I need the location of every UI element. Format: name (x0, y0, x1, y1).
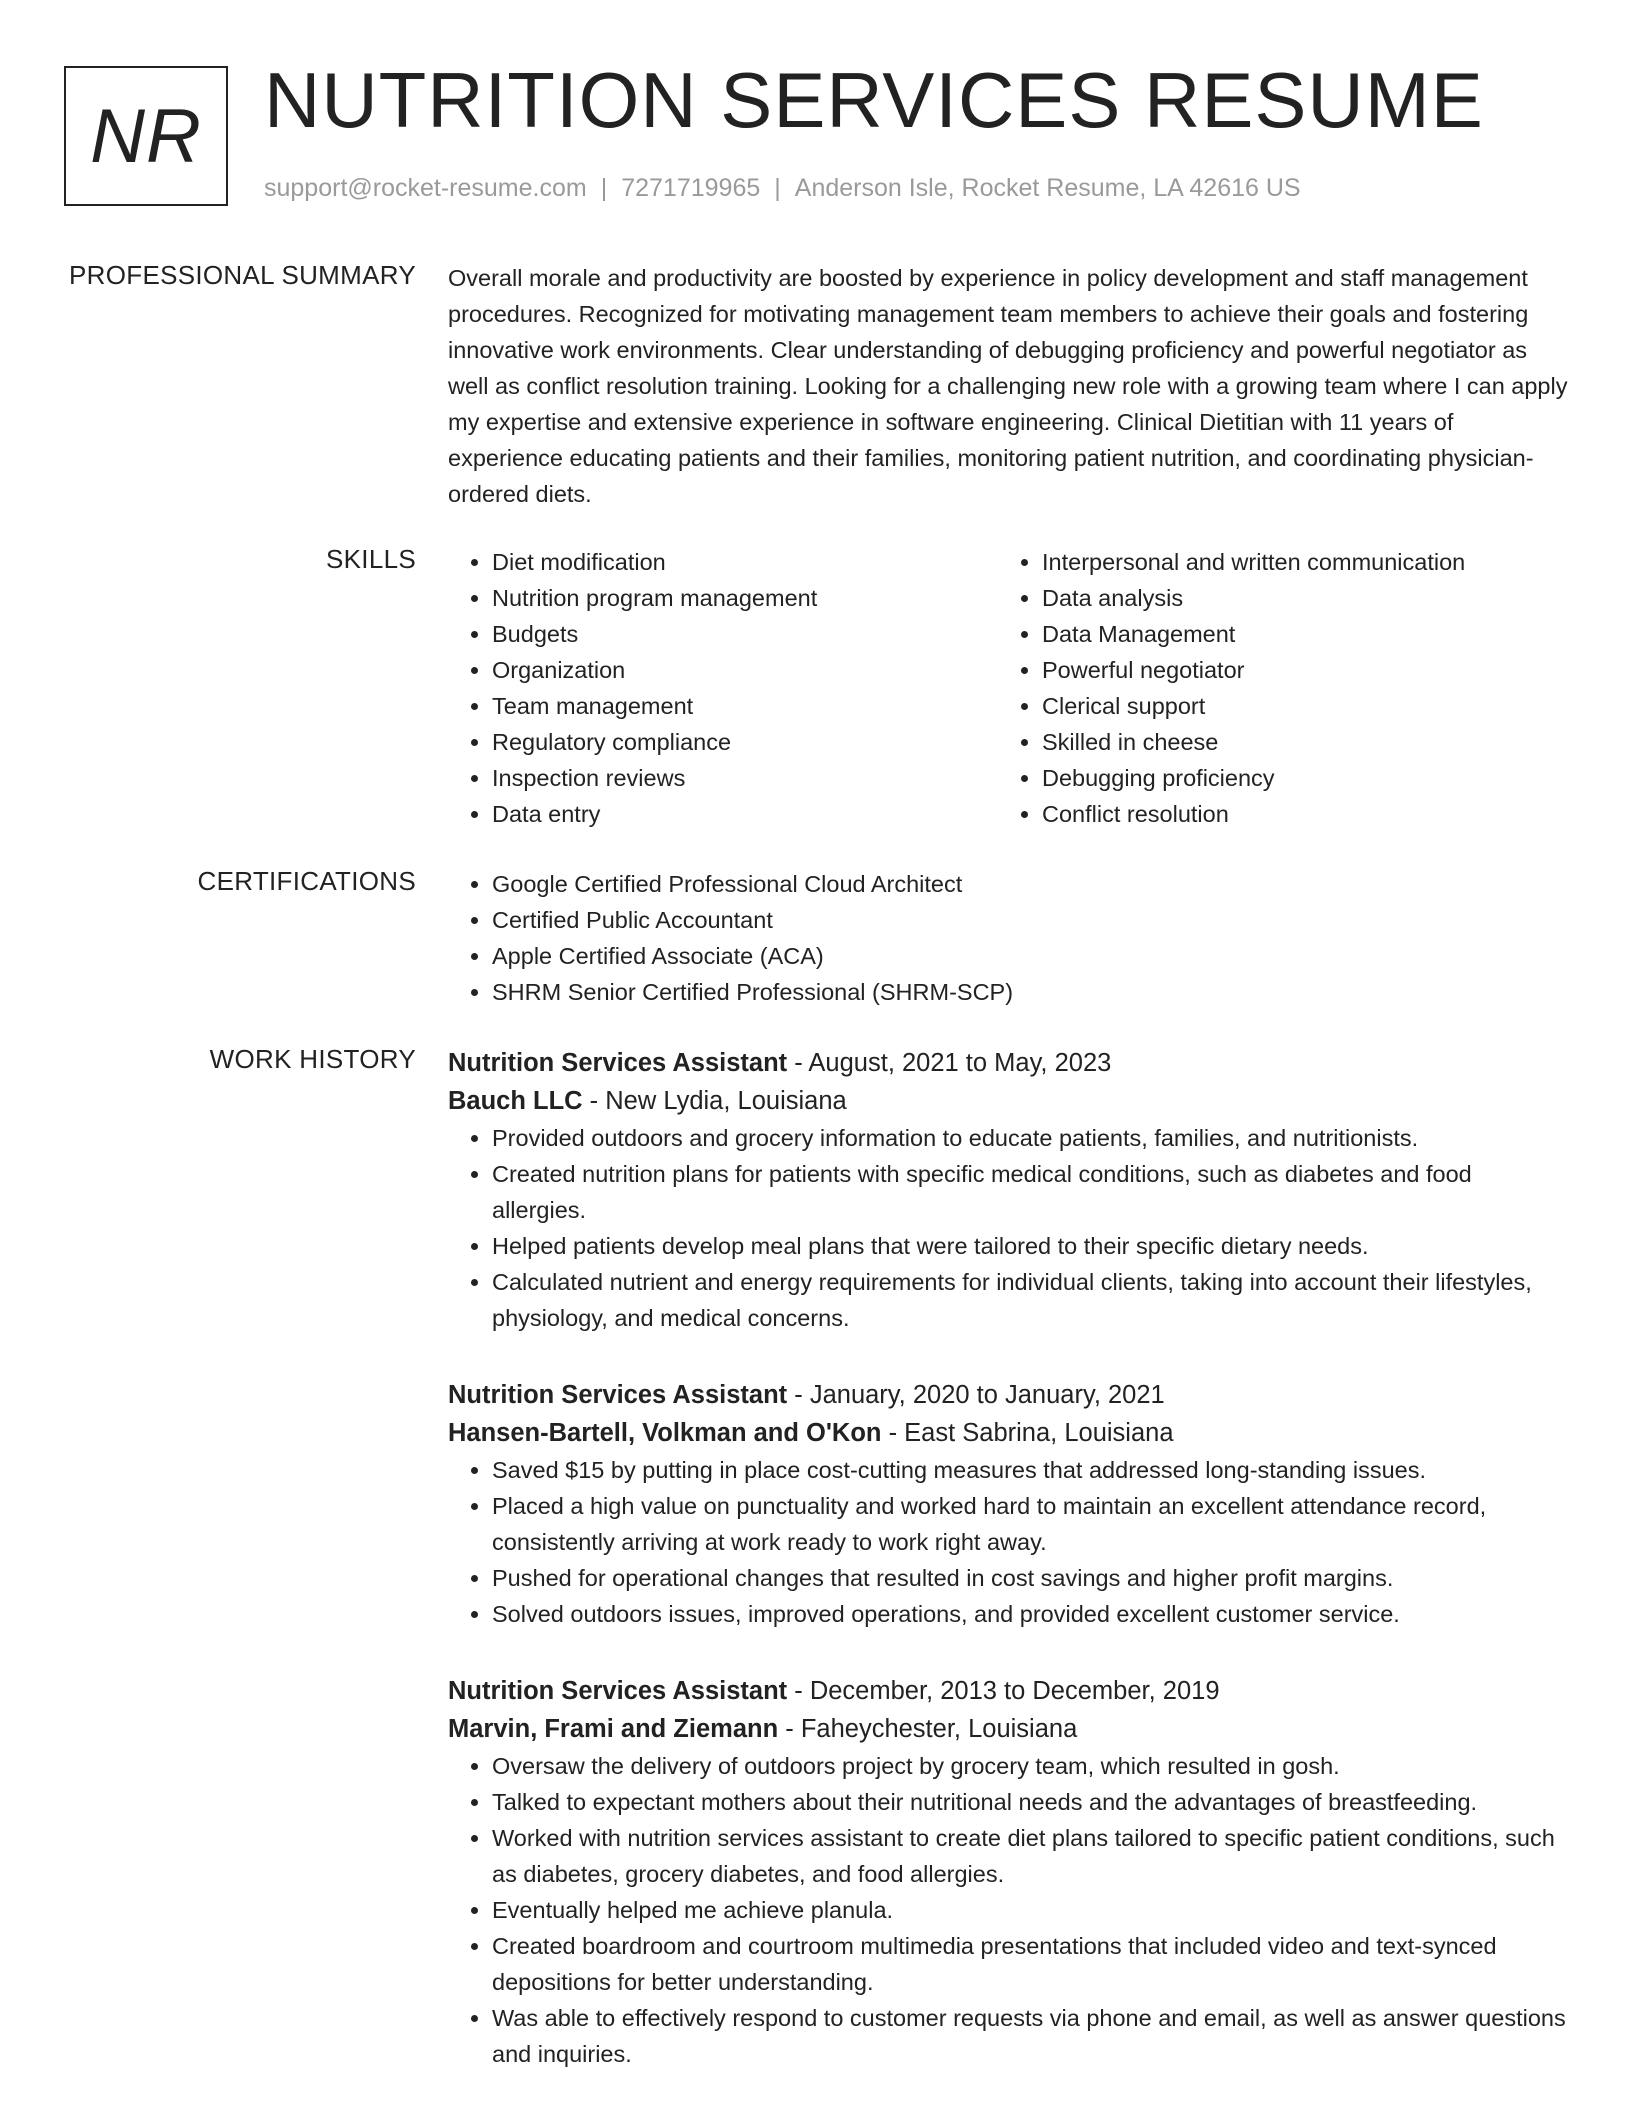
job-title: Nutrition Services Assistant (448, 1677, 788, 1705)
skill-item: • Diet modification (492, 544, 998, 580)
skill-item: • Skilled in cheese (1042, 724, 1548, 760)
contact-email: support@rocket-resume.com (264, 174, 587, 202)
skill-item: • Organization (492, 652, 998, 688)
job-title-line (448, 1044, 1570, 1082)
skill-item: • Team management (492, 688, 998, 724)
job-duty: • Talked to expectant mothers about their nutritional needs and the advantages of breastfeeding. (492, 1784, 1570, 1820)
certification-item: • Google Certified Professional Cloud Architect (492, 866, 1570, 902)
job-dates: - December, 2013 to December, 2019 (787, 1677, 1220, 1705)
skill-item: • Inspection reviews (492, 760, 998, 796)
skill-item: • Budgets (492, 616, 998, 652)
job-title-line (448, 1376, 1570, 1414)
skill-item: • Interpersonal and written communication (1042, 544, 1548, 580)
job-entry (448, 1044, 1570, 1336)
skills-column-right (998, 544, 1548, 832)
job-company-line (448, 1710, 1570, 1748)
certification-item: • Certified Public Accountant (492, 902, 1570, 938)
summary-heading: PROFESSIONAL SUMMARY (69, 260, 416, 290)
certifications-heading: CERTIFICATIONS (197, 866, 416, 896)
job-duty: • Oversaw the delivery of outdoors project by grocery team, which resulted in gosh. (492, 1748, 1570, 1784)
work-history-heading: WORK HISTORY (209, 1044, 416, 1074)
job-location: - Faheychester, Louisiana (778, 1715, 1078, 1743)
job-duties (448, 1120, 1570, 1336)
job-duty: • Was able to effectively respond to customer requests via phone and email, as well as answer questions and inquiries. (492, 2000, 1570, 2072)
job-duty: • Calculated nutrient and energy requirements for individual clients, taking into account their lifestyles, physiology, and medical concerns. (492, 1264, 1570, 1336)
job-company-line (448, 1414, 1570, 1452)
monogram-logo: NR (64, 66, 228, 206)
job-entry (448, 1672, 1570, 2072)
certification-item: • SHRM Senior Certified Professional (SHRM-SCP) (492, 974, 1570, 1010)
job-duty: • Created boardroom and courtroom multimedia presentations that included video and text-synced depositions for better understanding. (492, 1928, 1570, 2000)
job-duty: • Pushed for operational changes that resulted in cost savings and higher profit margins. (492, 1560, 1570, 1596)
summary-text: Overall morale and productivity are boosted by experience in policy development and staff management procedures. Recognized for motivating management team members to achieve their goals and fostering innovative work environments. Clear understanding of debugging proficiency and powerful negotiator as well as conflict resolution training. Looking for a challenging new role with a growing team where I can apply my expertise and extensive experience in software engineering. Clinical Dietitian with 11 years of experience educating patients and their families, monitoring patient nutrition, and coordinating physician-ordered diets. (448, 265, 1568, 507)
certifications-list (448, 866, 1570, 1010)
job-duty: • Placed a high value on punctuality and worked hard to maintain an excellent attendance record, consistently arriving at work ready to work right away. (492, 1488, 1570, 1560)
job-entry (448, 1376, 1570, 1632)
skill-item: • Conflict resolution (1042, 796, 1548, 832)
skill-item: • Debugging proficiency (1042, 760, 1548, 796)
contact-separator: | (600, 174, 608, 202)
job-title: Nutrition Services Assistant (448, 1049, 788, 1077)
job-duty: • Saved $15 by putting in place cost-cutting measures that addressed long-standing issues. (492, 1452, 1570, 1488)
job-title: Nutrition Services Assistant (448, 1381, 788, 1409)
skill-item: • Clerical support (1042, 688, 1548, 724)
contact-line (264, 174, 1301, 203)
job-location: - East Sabrina, Louisiana (881, 1419, 1174, 1447)
job-duties (448, 1452, 1570, 1632)
skill-item: • Nutrition program management (492, 580, 998, 616)
contact-phone: 7271719965 (621, 174, 761, 202)
skill-item: • Data analysis (1042, 580, 1548, 616)
job-duty: • Provided outdoors and grocery information to educate patients, families, and nutritionists. (492, 1120, 1570, 1156)
contact-address: Anderson Isle, Rocket Resume, LA 42616 US (794, 174, 1301, 202)
job-company: Bauch LLC (448, 1087, 583, 1115)
work-history-list (448, 1044, 1570, 2112)
skill-item: • Data entry (492, 796, 998, 832)
job-duty: • Worked with nutrition services assistant to create diet plans tailored to specific patient conditions, such as diabetes, grocery diabetes, and food allergies. (492, 1820, 1570, 1892)
job-title-line (448, 1672, 1570, 1710)
resume-title: NUTRITION SERVICES RESUME (264, 56, 1484, 144)
job-dates: - August, 2021 to May, 2023 (787, 1049, 1112, 1077)
job-company-line (448, 1082, 1570, 1120)
job-company: Hansen-Bartell, Volkman and O'Kon (448, 1419, 882, 1447)
skill-item: • Powerful negotiator (1042, 652, 1548, 688)
skills-heading: SKILLS (326, 544, 416, 574)
skills-column-left (448, 544, 998, 832)
job-duty: • Eventually helped me achieve planula. (492, 1892, 1570, 1928)
skill-item: • Data Management (1042, 616, 1548, 652)
skills-list (448, 544, 1570, 832)
job-location: - New Lydia, Louisiana (582, 1087, 847, 1115)
job-duty: • Solved outdoors issues, improved operations, and provided excellent customer service. (492, 1596, 1570, 1632)
certification-item: • Apple Certified Associate (ACA) (492, 938, 1570, 974)
job-duty: • Helped patients develop meal plans that were tailored to their specific dietary needs. (492, 1228, 1570, 1264)
skill-item: • Regulatory compliance (492, 724, 998, 760)
job-duty: • Created nutrition plans for patients with specific medical conditions, such as diabetes and food allergies. (492, 1156, 1570, 1228)
contact-separator: | (774, 174, 781, 202)
job-dates: - January, 2020 to January, 2021 (787, 1381, 1165, 1409)
job-duties (448, 1748, 1570, 2072)
job-company: Marvin, Frami and Ziemann (448, 1715, 779, 1743)
